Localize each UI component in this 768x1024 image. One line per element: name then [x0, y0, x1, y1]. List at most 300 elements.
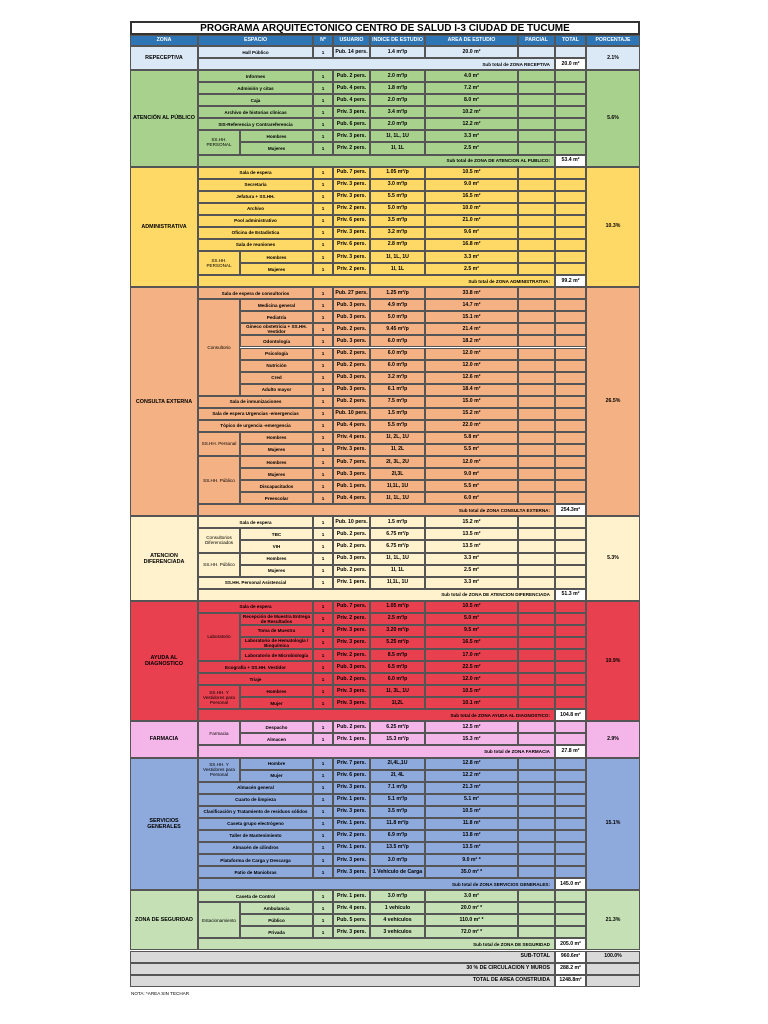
row-parcial [518, 167, 555, 179]
row-parcial [518, 794, 555, 806]
row-total [555, 661, 586, 673]
row-parcial [518, 733, 555, 745]
row-area: 11.8 m² [425, 818, 518, 830]
row-count: 1 [313, 299, 333, 311]
row-parcial [518, 649, 555, 661]
row-users: Priv. 3 pers. [333, 866, 370, 878]
row-area: 110.0 m² * [425, 914, 518, 926]
zone-percent: 26.5% [586, 287, 640, 516]
row-count: 1 [313, 203, 333, 215]
row-index: 6.9 m²/p [370, 830, 425, 842]
row-count: 1 [313, 167, 333, 179]
row-users: Priv. 3 pers. [333, 637, 370, 649]
row-users: Priv. 3 pers. [333, 782, 370, 794]
row-users: Pub. 1 pers. [333, 480, 370, 492]
space-name: Sala de espera Urgencias -emergencias [198, 408, 313, 420]
zone-subtotal-value: 53.4 m² [555, 155, 586, 167]
row-users: Priv. 3 pers. [333, 106, 370, 118]
row-total [555, 323, 586, 335]
row-parcial [518, 227, 555, 239]
row-index: 7.1 m²/p [370, 782, 425, 794]
space-name: Recepción de Muestra Entrega de Resultados [240, 613, 313, 625]
row-users: Pub. 2 pers. [333, 673, 370, 685]
row-area: 9.5 m² [425, 625, 518, 637]
row-total [555, 444, 586, 456]
row-total [555, 758, 586, 770]
row-index: 5.25 m²/p [370, 637, 425, 649]
row-total [555, 251, 586, 263]
row-parcial [518, 902, 555, 914]
group-label: SS.HH. Público [198, 553, 240, 577]
row-total [555, 287, 586, 299]
row-index: 1I, 1L [370, 142, 425, 154]
row-count: 1 [313, 130, 333, 142]
row-parcial [518, 661, 555, 673]
row-users: Pub. 7 pers. [333, 601, 370, 613]
row-users: Pub. 3 pers. [333, 661, 370, 673]
row-parcial [518, 468, 555, 480]
row-index: 2I,3L [370, 468, 425, 480]
column-header-numero: Nº [313, 35, 333, 46]
column-header-area: AREA DE ESTUDIO [425, 35, 518, 46]
row-area: 12.8 m² [425, 758, 518, 770]
row-count: 1 [313, 492, 333, 504]
row-parcial [518, 456, 555, 468]
space-name: Clasificación y Tratamiento de residuos sólidos [198, 806, 313, 818]
column-header-zona: ZONA [130, 35, 198, 46]
row-parcial [518, 480, 555, 492]
row-count: 1 [313, 215, 333, 227]
row-area: 12.0 m² [425, 673, 518, 685]
row-index: 7.5 m²/p [370, 396, 425, 408]
row-parcial [518, 215, 555, 227]
row-index: 2.8 m²/p [370, 239, 425, 251]
row-index: 9.45 m²/p [370, 323, 425, 335]
space-name: Informes [198, 70, 313, 82]
row-parcial [518, 516, 555, 528]
row-index: 3.0 m²/p [370, 890, 425, 902]
row-users: Pub. 5 pers. [333, 914, 370, 926]
zone-name-consulta-externa: CONSULTA EXTERNA [130, 287, 198, 516]
row-users: Priv. 3 pers. [333, 625, 370, 637]
row-total [555, 770, 586, 782]
row-users: Priv. 3 pers. [333, 251, 370, 263]
row-users: Pub. 7 pers. [333, 167, 370, 179]
row-area: 12.6 m² [425, 372, 518, 384]
row-area: 20.0 m² * [425, 902, 518, 914]
row-count: 1 [313, 806, 333, 818]
row-index: 1.05 m²/p [370, 167, 425, 179]
row-index: 3.4 m²/p [370, 106, 425, 118]
row-total [555, 130, 586, 142]
table-title: PROGRAMA ARQUITECTONICO CENTRO DE SALUD I-3 CIUDAD DE TUCUME [130, 21, 640, 35]
footnote: NOTA: *AREA SIN TECHAR [131, 991, 190, 996]
space-name: Adulto mayor [240, 384, 313, 396]
row-total [555, 215, 586, 227]
row-users: Pub. 2 pers. [333, 323, 370, 335]
row-count: 1 [313, 794, 333, 806]
row-count: 1 [313, 830, 333, 842]
row-parcial [518, 818, 555, 830]
row-total [555, 540, 586, 552]
space-name: Caseta grupo electrógeno [198, 818, 313, 830]
row-count: 1 [313, 311, 333, 323]
row-index: 1I, 1L, 1U [370, 553, 425, 565]
zone-subtotal-label: Sub total de ZONA FARMACIA [198, 745, 555, 757]
space-name: Pediatría [240, 311, 313, 323]
zone-subtotal-label: Sub total de ZONA AYUDA AL DIAGNOSTICO: [198, 709, 555, 721]
row-index: 1I, 1L, 1U [370, 251, 425, 263]
row-count: 1 [313, 926, 333, 938]
row-index: 2I, 4L [370, 770, 425, 782]
row-area: 5.0 m² [425, 613, 518, 625]
zone-subtotal-value: 51.3 m² [555, 589, 586, 601]
row-index: 6.0 m²/p [370, 348, 425, 360]
row-index: 1I, 1L, 1U [370, 130, 425, 142]
row-users: Pub. 2 pers. [333, 360, 370, 372]
row-parcial [518, 842, 555, 854]
row-index: 2.0 m²/p [370, 70, 425, 82]
row-count: 1 [313, 649, 333, 661]
row-count: 1 [313, 348, 333, 360]
row-parcial [518, 528, 555, 540]
row-parcial [518, 782, 555, 794]
row-area: 17.0 m² [425, 649, 518, 661]
row-users: Pub. 4 pers. [333, 82, 370, 94]
row-area: 3.3 m² [425, 553, 518, 565]
row-users: Priv. 4 pers. [333, 902, 370, 914]
space-name: Mujeres [240, 263, 313, 275]
row-area: 10.5 m² [425, 167, 518, 179]
row-users: Pub. 3 pers. [333, 311, 370, 323]
row-index: 1.5 m²/p [370, 516, 425, 528]
space-name: Hall Público [198, 46, 313, 58]
row-count: 1 [313, 540, 333, 552]
row-total [555, 468, 586, 480]
space-name: Público [240, 914, 313, 926]
row-users: Pub. 2 pers. [333, 721, 370, 733]
row-users: Pub. 2 pers. [333, 70, 370, 82]
row-users: Priv. 3 pers. [333, 926, 370, 938]
row-parcial [518, 396, 555, 408]
row-index: 6.0 m²/p [370, 360, 425, 372]
totals-label: 30 % DE CIRCULACION Y MUROS [130, 963, 555, 975]
row-parcial [518, 263, 555, 275]
row-parcial [518, 348, 555, 360]
row-total [555, 806, 586, 818]
zone-subtotal-label: Sub total de ZONA RECEPTIVA [198, 58, 555, 70]
group-label: SS.HH. Personal [198, 432, 240, 456]
row-users: Pub. 6 pers. [333, 118, 370, 130]
row-total [555, 721, 586, 733]
row-index: 5.0 m²/p [370, 203, 425, 215]
totals-label: TOTAL DE AREA CONSTRUIDA [130, 975, 555, 987]
row-parcial [518, 565, 555, 577]
zone-name-atencion-diferenciada: ATENCION DIFERENCIADA [130, 516, 198, 600]
row-area: 33.8 m² [425, 287, 518, 299]
space-name: TBC [240, 528, 313, 540]
row-area: 13.5 m² [425, 528, 518, 540]
row-count: 1 [313, 577, 333, 589]
row-area: 10.1 m² [425, 697, 518, 709]
space-name: Hombres [240, 456, 313, 468]
row-total [555, 733, 586, 745]
row-total [555, 46, 586, 58]
row-area: 3.3 m² [425, 577, 518, 589]
space-name: Tópico de urgencia -emergencia [198, 420, 313, 432]
row-area: 18.4 m² [425, 384, 518, 396]
row-users: Priv. 3 pers. [333, 697, 370, 709]
row-parcial [518, 890, 555, 902]
space-name: Gineco obstetricia + SS.HH. Vestidor [240, 323, 313, 335]
row-parcial [518, 335, 555, 347]
row-count: 1 [313, 444, 333, 456]
group-label: SS.HH. PERSONAL [198, 130, 240, 154]
row-users: Pub. 2 pers. [333, 348, 370, 360]
zone-subtotal-value: 145.0 m² [555, 878, 586, 890]
row-count: 1 [313, 239, 333, 251]
row-parcial [518, 323, 555, 335]
row-index: 2I,4L,1U [370, 758, 425, 770]
row-count: 1 [313, 601, 333, 613]
group-label: SS.HH. Y Vestidores para Personal [198, 758, 240, 782]
row-area: 16.5 m² [425, 637, 518, 649]
row-users: Pub. 14 pers. [333, 46, 370, 58]
space-name: Sala de espera [198, 601, 313, 613]
row-area: 15.1 m² [425, 311, 518, 323]
row-parcial [518, 360, 555, 372]
row-count: 1 [313, 613, 333, 625]
row-parcial [518, 444, 555, 456]
row-index: 3.2 m²/p [370, 227, 425, 239]
row-parcial [518, 673, 555, 685]
row-area: 12.0 m² [425, 348, 518, 360]
row-users: Priv. 1 pers. [333, 890, 370, 902]
row-count: 1 [313, 82, 333, 94]
zone-percent: 2.9% [586, 721, 640, 757]
space-name: Almacen [240, 733, 313, 745]
totals-value: 960.6m² [555, 951, 586, 963]
row-parcial [518, 830, 555, 842]
row-total [555, 360, 586, 372]
space-name: Discapacitados [240, 480, 313, 492]
row-total [555, 384, 586, 396]
space-name: Sala de espera [198, 167, 313, 179]
row-total [555, 106, 586, 118]
row-index: 4 vehículos [370, 914, 425, 926]
row-area: 3.0 m² [425, 890, 518, 902]
row-count: 1 [313, 118, 333, 130]
row-total [555, 553, 586, 565]
row-users: Priv. 1 pers. [333, 733, 370, 745]
row-area: 15.3 m² [425, 733, 518, 745]
row-area: 13.8 m² [425, 830, 518, 842]
row-area: 12.2 m² [425, 118, 518, 130]
row-total [555, 227, 586, 239]
row-count: 1 [313, 360, 333, 372]
row-users: Priv. 2 pers. [333, 613, 370, 625]
row-parcial [518, 311, 555, 323]
zone-percent: 5.3% [586, 516, 640, 600]
space-name: Toma de Muestra [240, 625, 313, 637]
totals-value: 1248.8m² [555, 975, 586, 987]
row-users: Priv. 3 pers. [333, 130, 370, 142]
row-area: 10.0 m² [425, 203, 518, 215]
row-count: 1 [313, 553, 333, 565]
row-total [555, 94, 586, 106]
row-count: 1 [313, 914, 333, 926]
space-name: Hombre [240, 758, 313, 770]
row-area: 10.5 m² [425, 601, 518, 613]
row-index: 1 Vehículo de Carga [370, 866, 425, 878]
row-total [555, 408, 586, 420]
space-name: SS.HH. Personal Asistencial [198, 577, 313, 589]
row-area: 2.5 m² [425, 142, 518, 154]
space-name: Preescolar [240, 492, 313, 504]
zone-name-atenci-n-al-p-blico: ATENCIÓN AL PÚBLICO [130, 70, 198, 166]
space-name: Hombres [240, 130, 313, 142]
row-total [555, 613, 586, 625]
row-total [555, 697, 586, 709]
row-index: 6.75 m²/p [370, 540, 425, 552]
row-parcial [518, 299, 555, 311]
row-total [555, 432, 586, 444]
row-count: 1 [313, 70, 333, 82]
row-count: 1 [313, 516, 333, 528]
row-area: 13.5 m² [425, 540, 518, 552]
row-total [555, 372, 586, 384]
zone-subtotal-value: 104.8 m² [555, 709, 586, 721]
row-count: 1 [313, 685, 333, 697]
zone-name-ayuda-al-diagnostico: AYUDA AL DIAGNOSTICO [130, 601, 198, 722]
group-label: Farmacia [198, 721, 240, 745]
row-total [555, 492, 586, 504]
row-index: 1I,2L [370, 697, 425, 709]
row-count: 1 [313, 251, 333, 263]
row-parcial [518, 130, 555, 142]
row-count: 1 [313, 179, 333, 191]
row-index: 1I, 1L [370, 565, 425, 577]
row-parcial [518, 179, 555, 191]
row-index: 2.5 m²/p [370, 613, 425, 625]
row-total [555, 577, 586, 589]
row-index: 5.5 m²/p [370, 191, 425, 203]
row-area: 15.2 m² [425, 516, 518, 528]
row-users: Pub. 2 pers. [333, 565, 370, 577]
row-count: 1 [313, 637, 333, 649]
row-total [555, 263, 586, 275]
row-parcial [518, 854, 555, 866]
row-users: Priv. 7 pers. [333, 758, 370, 770]
space-name: Almacén de cilindros [198, 842, 313, 854]
row-users: Pub. 3 pers. [333, 384, 370, 396]
zone-subtotal-label: Sub total de ZONA DE ATENCION AL PUBLICO: [198, 155, 555, 167]
row-users: Pub. 7 pers. [333, 456, 370, 468]
row-parcial [518, 142, 555, 154]
space-name: Mujeres [240, 444, 313, 456]
row-parcial [518, 432, 555, 444]
space-name: Laboratorio de Hematología / Bioquímica [240, 637, 313, 649]
row-index: 1I,1L, 1U [370, 577, 425, 589]
space-name: Mujeres [240, 565, 313, 577]
row-count: 1 [313, 287, 333, 299]
row-users: Priv. 3 pers. [333, 227, 370, 239]
space-name: Sala de espera [198, 516, 313, 528]
space-name: Odontología [240, 335, 313, 347]
row-index: 3.0 m²/p [370, 854, 425, 866]
group-label: Estacionamiento [198, 902, 240, 938]
row-users: Priv. 1 pers. [333, 794, 370, 806]
row-area: 12.5 m² [425, 721, 518, 733]
row-total [555, 516, 586, 528]
space-name: Mujer [240, 697, 313, 709]
row-count: 1 [313, 384, 333, 396]
row-area: 3.3 m² [425, 251, 518, 263]
row-total [555, 890, 586, 902]
row-users: Priv. 3 pers. [333, 191, 370, 203]
row-index: 6.75 m²/p [370, 528, 425, 540]
space-name: Archivo [198, 203, 313, 215]
space-name: Taller de Mantenimiento [198, 830, 313, 842]
row-users: Pub. 4 pers. [333, 420, 370, 432]
space-name: Secretaría [198, 179, 313, 191]
row-users: Priv. 2 pers. [333, 203, 370, 215]
column-header-parcial: PARCIAL [518, 35, 555, 46]
row-users: Pub. 4 pers. [333, 492, 370, 504]
row-parcial [518, 553, 555, 565]
row-index: 6.0 m²/p [370, 335, 425, 347]
row-count: 1 [313, 142, 333, 154]
row-parcial [518, 758, 555, 770]
row-parcial [518, 251, 555, 263]
row-count: 1 [313, 854, 333, 866]
row-area: 12.2 m² [425, 770, 518, 782]
row-index: 3 vehículos [370, 926, 425, 938]
space-name: VIH [240, 540, 313, 552]
row-count: 1 [313, 468, 333, 480]
row-users: Priv. 3 pers. [333, 444, 370, 456]
row-users: Priv. 6 pers. [333, 239, 370, 251]
totals-percent [586, 963, 640, 975]
row-users: Priv. 2 pers. [333, 649, 370, 661]
row-total [555, 673, 586, 685]
row-count: 1 [313, 842, 333, 854]
row-users: Priv. 3 pers. [333, 179, 370, 191]
group-label: Laboratorio [198, 613, 240, 661]
group-label: SS.HH. Público [198, 456, 240, 504]
row-parcial [518, 613, 555, 625]
row-area: 13.5 m² [425, 842, 518, 854]
row-count: 1 [313, 528, 333, 540]
row-index: 5.0 m²/p [370, 311, 425, 323]
row-area: 5.5 m² [425, 444, 518, 456]
row-total [555, 239, 586, 251]
row-index: 2I, 3L, 2U [370, 456, 425, 468]
totals-percent [586, 975, 640, 987]
row-users: Pub. 2 pers. [333, 528, 370, 540]
row-parcial [518, 697, 555, 709]
row-count: 1 [313, 456, 333, 468]
row-total [555, 818, 586, 830]
row-area: 7.2 m² [425, 82, 518, 94]
space-name: Psicología [240, 348, 313, 360]
zone-name-zona-de-seguridad: ZONA DE SEGURIDAD [130, 890, 198, 950]
row-total [555, 601, 586, 613]
row-index: 6.5 m²/p [370, 661, 425, 673]
row-area: 5.5 m² [425, 480, 518, 492]
row-count: 1 [313, 673, 333, 685]
space-name: Mujeres [240, 142, 313, 154]
